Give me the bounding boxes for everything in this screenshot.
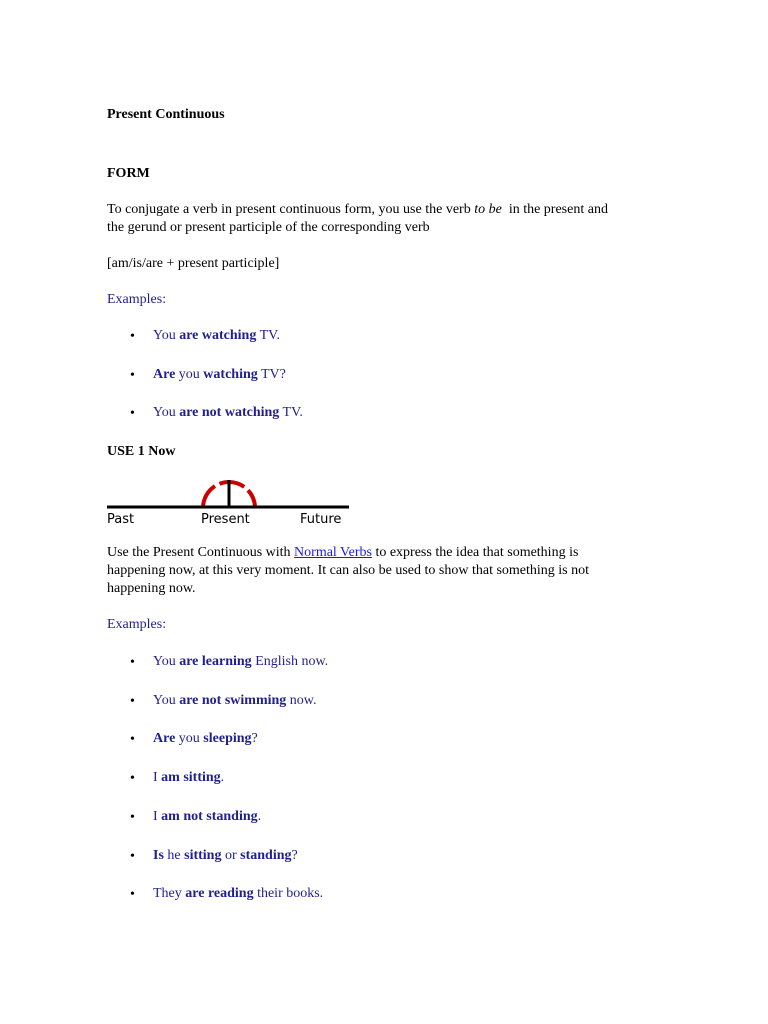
use1-text-line-1 [107, 544, 578, 562]
example-text: he [163, 847, 185, 863]
bullet-icon: • [130, 809, 135, 825]
form-text-start: To conjugate a verb in present continuous form, you use the verb [107, 202, 475, 217]
verb-phrase: sleeping [203, 731, 252, 747]
bullet-icon: • [130, 771, 135, 787]
example-text: TV. [279, 405, 303, 420]
example-text: You [153, 328, 180, 343]
example-text: English now. [251, 654, 329, 669]
timeline-past-label: Past [107, 512, 135, 527]
verb-phrase: Is [153, 847, 164, 863]
example-text: their books. [253, 886, 324, 902]
example-text: TV. [256, 328, 280, 343]
list-item [130, 769, 225, 787]
example-text: now. [286, 692, 317, 708]
verb-phrase: am sitting [161, 770, 221, 786]
timeline-diagram [107, 478, 357, 528]
bullet-icon: • [130, 329, 135, 344]
verb-phrase: Are [153, 366, 176, 382]
to-be-emphasis: to be [474, 202, 502, 217]
example-text: ? [291, 847, 298, 863]
form-heading: FORM [107, 166, 150, 181]
form-text-line-1 [107, 201, 608, 219]
use1-text-line-3: happening now. [107, 581, 196, 596]
list-item [130, 730, 258, 748]
verb-phrase: watching [203, 366, 258, 382]
normal-verbs-link[interactable]: Normal Verbs [294, 545, 372, 560]
example-text: They [153, 886, 186, 902]
example-text: . [257, 808, 262, 824]
verb-phrase: are not swimming [179, 692, 287, 708]
list-item [130, 885, 324, 903]
list-item [130, 327, 280, 345]
example-text: ? [251, 731, 258, 747]
timeline-present-label: Present [201, 512, 250, 527]
example-text: you [175, 366, 204, 382]
list-item [130, 366, 286, 384]
form-text-line-2: the gerund or present participle of the corresponding verb [107, 220, 430, 235]
verb-phrase: are not watching [179, 405, 280, 420]
timeline-future-label: Future [300, 512, 342, 527]
bullet-icon: • [130, 693, 135, 709]
bullet-icon: • [130, 367, 135, 383]
list-item [130, 692, 317, 710]
example-text: TV? [257, 366, 286, 382]
bullet-icon: • [130, 887, 135, 903]
list-item [130, 404, 303, 422]
list-item [130, 808, 262, 826]
bullet-icon: • [130, 732, 135, 748]
example-text: I [153, 808, 162, 824]
list-item [130, 847, 298, 865]
page-title: Present Continuous [107, 107, 225, 122]
use1-heading: USE 1 Now [107, 444, 176, 459]
example-text: I [153, 770, 162, 786]
example-text: You [153, 405, 180, 420]
bullet-icon: • [130, 655, 135, 670]
example-text: . [220, 770, 225, 786]
example-text: You [153, 692, 180, 708]
examples-label-1: Examples: [107, 292, 167, 307]
verb-phrase: Are [153, 731, 176, 747]
example-text: or [221, 847, 241, 863]
verb-phrase: are watching [179, 328, 257, 343]
verb-phrase: sitting [184, 847, 222, 863]
verb-phrase: standing [240, 847, 292, 863]
list-item [130, 653, 329, 671]
example-text: You [153, 654, 180, 669]
use1-text-line-2: happening now, at this very moment. It can also be used to show that something is not [107, 563, 590, 578]
examples-label-2: Examples: [107, 617, 167, 632]
formula: [am/is/are + present participle] [107, 256, 280, 271]
example-text: you [175, 731, 204, 747]
bullet-icon: • [130, 406, 135, 421]
use1-text-end: to express the idea that something is [371, 545, 579, 560]
verb-phrase: are learning [179, 654, 252, 669]
use1-text-start: Use the Present Continuous with [107, 545, 295, 560]
form-text-end: in the present and [501, 202, 608, 217]
verb-phrase: am not standing [161, 808, 258, 824]
verb-phrase: are reading [185, 886, 254, 902]
bullet-icon: • [130, 848, 135, 864]
